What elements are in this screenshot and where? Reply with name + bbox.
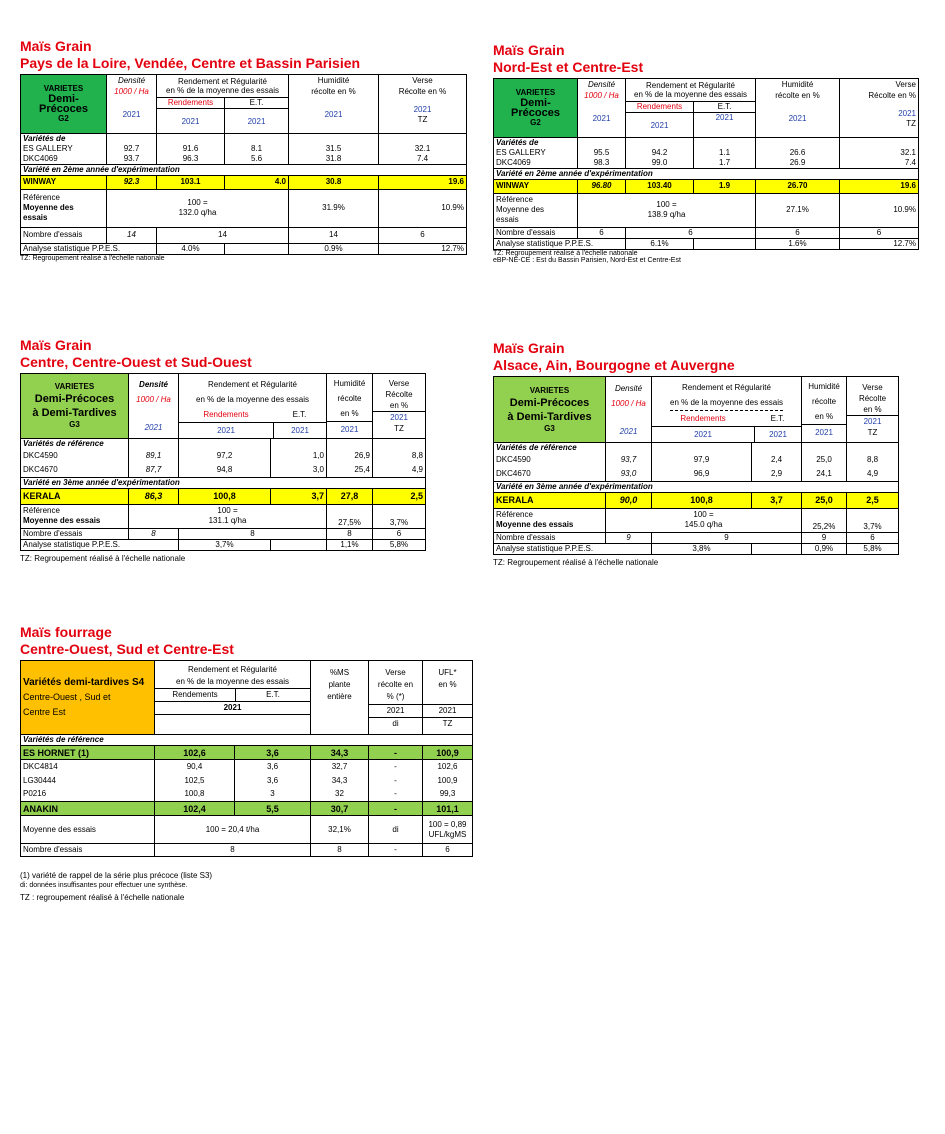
moyenne-row: Moyenne des essais 100 = 20,4 t/ha 32,1% di 100 = 0,89 UFL/kgMS — [21, 816, 473, 844]
nb-essais-row: Nombre d'essais 8 8 - 6 — [21, 844, 473, 857]
ref-label: Variétés de — [21, 133, 107, 144]
densite-header: Densité 1000 / Ha — [107, 75, 157, 98]
table-row: P0216 100,8 3 32 - 99,3 — [21, 788, 473, 802]
table4-block — [493, 340, 899, 567]
table2-region: Nord-Est et Centre-Est — [493, 59, 644, 75]
section-label: Variété en 2ème année d'expérimentation — [21, 164, 467, 175]
table3-title: Maïs Grain — [20, 337, 92, 353]
ppes-row: Analyse statistique P.P.E.S. 4.0% 0.9% 12.7% — [21, 243, 467, 254]
table3-block — [20, 337, 426, 563]
table5-foot2: di: données insuffisantes pour effectuer une synthèse. — [20, 882, 188, 889]
table1-region: Pays de la Loire, Vendée, Centre et Bassin Parisien — [20, 55, 361, 71]
ppes-row: Analyse statistique P.P.E.S. 3,7% 1,1% 5,8% — [21, 539, 426, 550]
humidite-header: Humidité récolte en % — [756, 79, 840, 102]
highlight-row: ANAKIN 102,4 5,5 30,7 - 101,1 — [21, 802, 473, 816]
humidite-header: Humidité récolte en % — [289, 75, 379, 98]
table-row: DKC4814 90,4 3,6 32,7 - 102,6 — [21, 760, 473, 774]
table-row: ES GALLERY 95.5 94.2 1.1 26.6 32.1 — [494, 148, 919, 158]
table-row: DKC4590 93,7 97,9 2,4 25,0 8,8 — [494, 453, 899, 467]
table2-block — [493, 42, 919, 264]
highlight-row: WINWAY 96.80 103.40 1.9 26.70 19.6 — [494, 179, 919, 193]
table5-block — [20, 624, 473, 902]
table1-title: Maïs Grain — [20, 38, 92, 54]
ppes-row: Analyse statistique P.P.E.S. 6.1% 1.6% 12.7% — [494, 238, 919, 249]
year-cell: 2021 — [107, 97, 157, 133]
variety-header: Variétés demi-tardives S4 Centre-Ouest , Sud et Centre Est — [21, 661, 155, 735]
table5-region: Centre-Ouest, Sud et Centre-Est — [20, 641, 234, 657]
table4-title: Maïs Grain — [493, 340, 565, 356]
et-sub: E.T. 2021 — [225, 97, 289, 133]
variety-header: VARIETES Demi-Précoces à Demi-Tardives G3 — [21, 374, 129, 439]
table2-note2: eBP-NE-CE : Est du Bassin Parisien, Nord-Est et Centre-Est — [493, 256, 681, 264]
nb-essais-row: Nombre d'essais 9 9 9 6 — [494, 532, 899, 543]
moyenne-row: Référence Moyenne des essais 100 = 132.0 q/ha 31.9% 10.9% — [21, 189, 467, 227]
highlight-row: WINWAY 92.3 103.1 4.0 30.8 19.6 — [21, 175, 467, 189]
table3-region: Centre, Centre-Ouest et Sud-Ouest — [20, 354, 252, 370]
table2: VARIETES Demi- Précoces G2 Densité 1000 / Ha Rendement et Régularité en % de la moyenne des essais Humidité récolte en % Verse Récolte en % 2021 Rendements 2021 E.T. 2021 2021 2021 TZ Variétés de ES GALLERY 95.5 94.2 1.1 26.6 32.1 DKC4069 98.3 99.0 1.7 26.9 7.4 Variété en 2ème année d'expérimentation WINWAY 96.80 103.40 1.9 26.70 19.6 Référence Moyenne des essais 100 = 138.9 q/ha 27.1% 10.9% Nombre d'essais 6 6 6 6 Analyse statistique P.P.E.S. 6.1% 1.6% 12.7% — [493, 78, 919, 250]
table2-note: TZ: Regroupement réalisé à l'échelle nationale — [493, 249, 638, 257]
verse-header: Verse Récolte en % — [379, 75, 467, 98]
table5-title: Maïs fourrage — [20, 624, 112, 640]
year-cell: 2021 — [289, 97, 379, 133]
table5: Variétés demi-tardives S4 Centre-Ouest , Sud et Centre Est Rendement et Régularité en % de la moyenne des essais Rendements E.T. 2021 %MS plante entière Verse récolte en % (*) 2021 di UFL* en % 2021 TZ Variétés de référence ES HORNET (1) 102,6 3,6 34,3 - 100,9 DKC4814 90,4 3,6 32,7 - 102,6 LG30444 102,5 3,6 34,3 - 100,9 P0216 100,8 3 32 - 99,3 ANAKIN 102,4 5,5 30,7 - 101,1 Moyenne des essais 100 = 20,4 t/ha 32,1% di 100 = 0,89 UFL/kgMS Nombre d'essais 8 8 - 6 — [20, 660, 473, 857]
nb-essais-row: Nombre d'essais 8 8 8 6 — [21, 528, 426, 539]
table2-title: Maïs Grain — [493, 42, 565, 58]
table4-region: Alsace, Ain, Bourgogne et Auvergne — [493, 357, 735, 373]
table-row: ES GALLERY 92.7 91.6 8.1 31.5 32.1 — [21, 144, 467, 154]
table4: VARIETES Demi-Précoces à Demi-Tardives G3 Densité 1000 / Ha 2021 Rendement et Régularité en % de la moyenne des essais Rendements E.T. 2021 2021 Humidité récolte en % 2021 Verse Récolte en % 2021 TZ Variétés de référence DKC4590 93,7 97,9 2,4 25,0 8,8 DKC4670 93,0 96,9 2,9 24,1 4,9 Variété en 3ème année d'expérimentation KERALA 90,0 100,8 3,7 25,0 2,5 Référence Moyenne des essais 100 = 145.0 q/ha 25,2% 3,7% Nombre d'essais 9 9 9 6 Analyse statistique P.P.E.S. 3,8% 0,9% 5,8% — [493, 376, 899, 555]
table-row: DKC4590 89,1 97,2 1,0 26,9 8,8 — [21, 449, 426, 463]
table3: VARIETES Demi-Précoces à Demi-Tardives G3 Densité 1000 / Ha 2021 Rendement et Régularité en % de la moyenne des essais Rendements E.T. 2021 2021 Humidité récolte en % 2021 Verse Récolte en % 2021 TZ Variétés de référence DKC4590 89,1 97,2 1,0 26,9 8,8 DKC4670 87,7 94,8 3,0 25,4 4,9 Variété en 3ème année d'expérimentation KERALA 86,3 100,8 3,7 27,8 2,5 Référence Moyenne des essais 100 = 131.1 q/ha 27,5% 3,7% Nombre d'essais 8 8 8 6 Analyse statistique P.P.E.S. 3,7% 1,1% 5,8% — [20, 373, 426, 551]
table5-foot1: (1) variété de rappel de la série plus précoce (liste S3) — [20, 871, 213, 880]
table-row: DKC4069 98.3 99.0 1.7 26.9 7.4 — [494, 158, 919, 169]
densite-header: Densité 1000 / Ha — [578, 79, 626, 102]
rendement-header: Rendement et Régularité en % de la moyenne des essais — [626, 79, 756, 102]
verse-header: Verse Récolte en % — [840, 79, 919, 102]
nb-essais-row: Nombre d'essais 14 14 14 6 — [21, 227, 467, 243]
moyenne-row: Référence Moyenne des essais 100 = 145.0 q/ha 25,2% 3,7% — [494, 508, 899, 532]
variety-header: VARIETES Demi- Précoces G2 — [21, 75, 107, 134]
highlight-row: KERALA 90,0 100,8 3,7 25,0 2,5 — [494, 492, 899, 508]
verse-year: 2021 TZ — [379, 97, 467, 133]
table1 — [20, 74, 467, 255]
nb-essais-row: Nombre d'essais 6 6 6 6 — [494, 227, 919, 238]
table1-note: TZ: Regroupement réalisé à l'échelle nationale — [20, 254, 165, 262]
highlight-row: ES HORNET (1) 102,6 3,6 34,3 - 100,9 — [21, 746, 473, 760]
table4-note: TZ: Regroupement réalisé à l'échelle nationale — [493, 557, 659, 567]
variety-header: VARIETES Demi- Précoces G2 — [494, 79, 578, 138]
table-row: DKC4069 93.7 96.3 5.6 31.8 7.4 — [21, 154, 467, 165]
rendement-header: Rendement et Régularité en % de la moyenne des essais — [157, 75, 289, 98]
moyenne-row: Référence Moyenne des essais 100 = 131.1 q/ha 27,5% 3,7% — [21, 504, 426, 528]
table-row: DKC4670 87,7 94,8 3,0 25,4 4,9 — [21, 463, 426, 477]
ppes-row: Analyse statistique P.P.E.S. 3,8% 0,9% 5,8% — [494, 543, 899, 554]
table-row: DKC4670 93,0 96,9 2,9 24,1 4,9 — [494, 467, 899, 481]
table3-note: TZ: Regroupement réalisé à l'échelle nationale — [20, 553, 186, 563]
table1-block — [20, 38, 467, 262]
rend-sub: Rendements 2021 — [157, 97, 225, 133]
table5-foot3: TZ : regroupement réalisé à l'échelle nationale — [20, 893, 185, 902]
moyenne-row: Référence Moyenne des essais 100 = 138.9 q/ha 27.1% 10.9% — [494, 193, 919, 227]
table-row: LG30444 102,5 3,6 34,3 - 100,9 — [21, 774, 473, 788]
variety-header: VARIETES Demi-Précoces à Demi-Tardives G3 — [494, 377, 606, 443]
highlight-row: KERALA 86,3 100,8 3,7 27,8 2,5 — [21, 488, 426, 504]
